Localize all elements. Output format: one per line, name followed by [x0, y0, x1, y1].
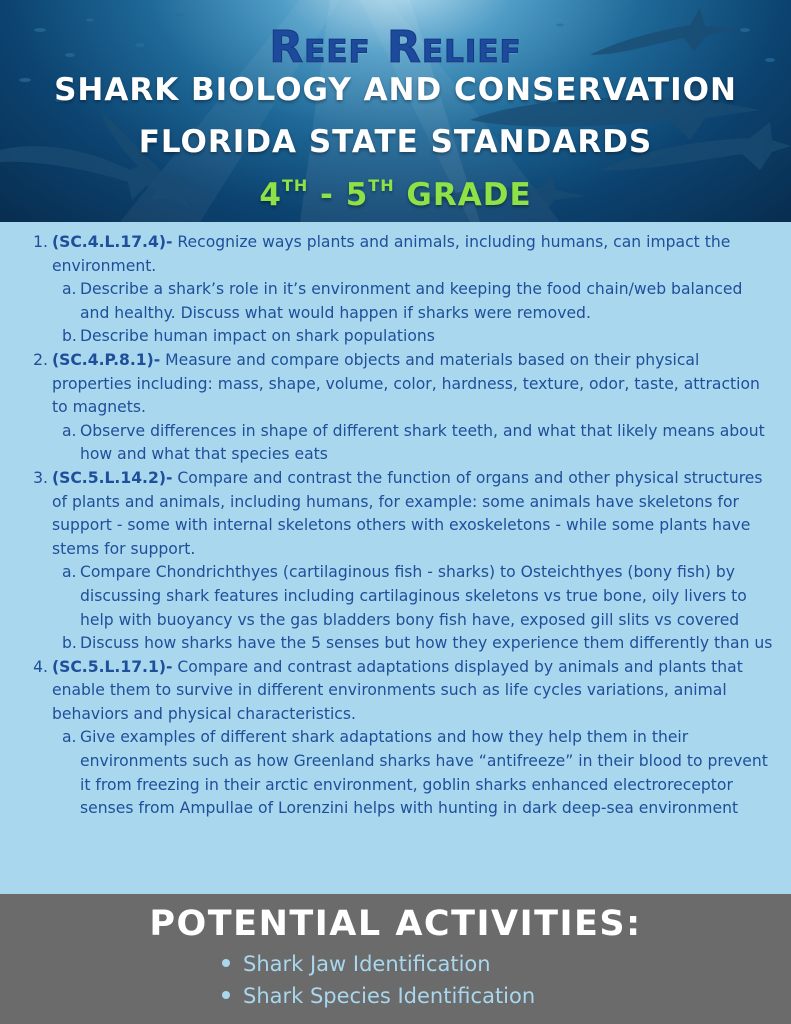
standard-text: Compare and contrast adaptations displayed by animals and plants that enable them to survive in different environments such as life cycles variations, animal behaviors and physical characteristics.	[52, 657, 743, 723]
standards-list	[28, 231, 776, 821]
standard-subitem	[28, 561, 776, 632]
subitem-text: Observe differences in shape of different shark teeth, and what that likely means about how and what that species eats	[80, 421, 765, 464]
standard-subitem	[28, 278, 776, 325]
subitem-letter: b.	[62, 327, 77, 346]
subitem-letter: a.	[62, 728, 77, 747]
standard-subitem	[28, 325, 776, 349]
grade-level: 4TH - 5TH GRADE	[259, 176, 532, 213]
bullet-icon	[222, 959, 230, 967]
header-banner	[0, 0, 791, 222]
activity-label: Shark Species Identification	[243, 984, 536, 1008]
page-subtitle: FLORIDA STATE STANDARDS	[138, 124, 653, 160]
standard-text: Compare and contrast the function of organs and other physical structures of plants and animals, including humans, for example: some animals have skeletons for support - some with internal skeletons others with exoskeletons - while some plants have stems for support.	[52, 468, 763, 558]
standard-code: (SC.5.L.17.1)-	[52, 657, 173, 676]
activity-label: Shark Jaw Identification	[243, 952, 491, 976]
subitem-text: Describe human impact on shark populations	[80, 327, 435, 346]
standard-subitem	[28, 632, 776, 656]
bullet-icon	[222, 991, 230, 999]
standards-section	[0, 222, 791, 894]
subitem-text: Discuss how sharks have the 5 senses but how they experience them differently than us	[80, 634, 773, 653]
standard-number: 3.	[33, 468, 48, 487]
standard-number: 2.	[33, 350, 48, 369]
standard-item	[28, 467, 776, 561]
activity-item	[222, 984, 535, 1008]
standard-number: 1.	[33, 233, 48, 251]
brand-logo-text: Reef Relief	[269, 22, 522, 73]
standard-item	[28, 656, 776, 727]
standard-code: (SC.5.L.14.2)-	[52, 468, 173, 487]
standard-code: (SC.4.L.17.4)-	[52, 233, 173, 251]
standard-code: (SC.4.P.8.1)-	[52, 350, 161, 369]
subitem-letter: a.	[62, 280, 77, 299]
subitem-text: Give examples of different shark adaptations and how they help them in their environments such as how Greenland sharks have “antifreeze” in their blood to prevent it from freezing in their arctic environment, goblin sharks enhanced electroreceptor senses from Ampullae of Lorenzini helps with hunting in dark deep-sea environment	[80, 728, 768, 818]
standard-number: 4.	[33, 657, 48, 676]
standard-item	[28, 231, 776, 278]
standard-item	[28, 349, 776, 420]
subitem-text: Describe a shark’s role in it’s environment and keeping the food chain/web balanced and healthy. Discuss what would happen if sharks were removed.	[80, 280, 743, 322]
subitem-letter: b.	[62, 634, 77, 653]
subitem-letter: a.	[62, 421, 77, 440]
page-title: SHARK BIOLOGY AND CONSERVATION	[54, 72, 737, 108]
standard-subitem	[28, 420, 776, 467]
subitem-letter: a.	[62, 563, 77, 582]
standard-subitem	[28, 726, 776, 820]
standard-text: Measure and compare objects and materials based on their physical properties including: mass, shape, volume, color, hardness, texture, odor, taste, attraction to magnets.	[52, 350, 760, 417]
activity-item	[222, 952, 491, 976]
subitem-text: Compare Chondrichthyes (cartilaginous fish - sharks) to Osteichthyes (bony fish) by discussing shark features including cartilaginous skeletons vs true bone, oily livers to help with buoyancy vs the gas bladders bony fish have, exposed gill slits vs covered	[80, 563, 747, 629]
activities-section	[0, 894, 791, 1024]
activities-title: POTENTIAL ACTIVITIES:	[149, 904, 642, 944]
standard-text: Recognize ways plants and animals, including humans, can impact the environment.	[52, 233, 731, 275]
